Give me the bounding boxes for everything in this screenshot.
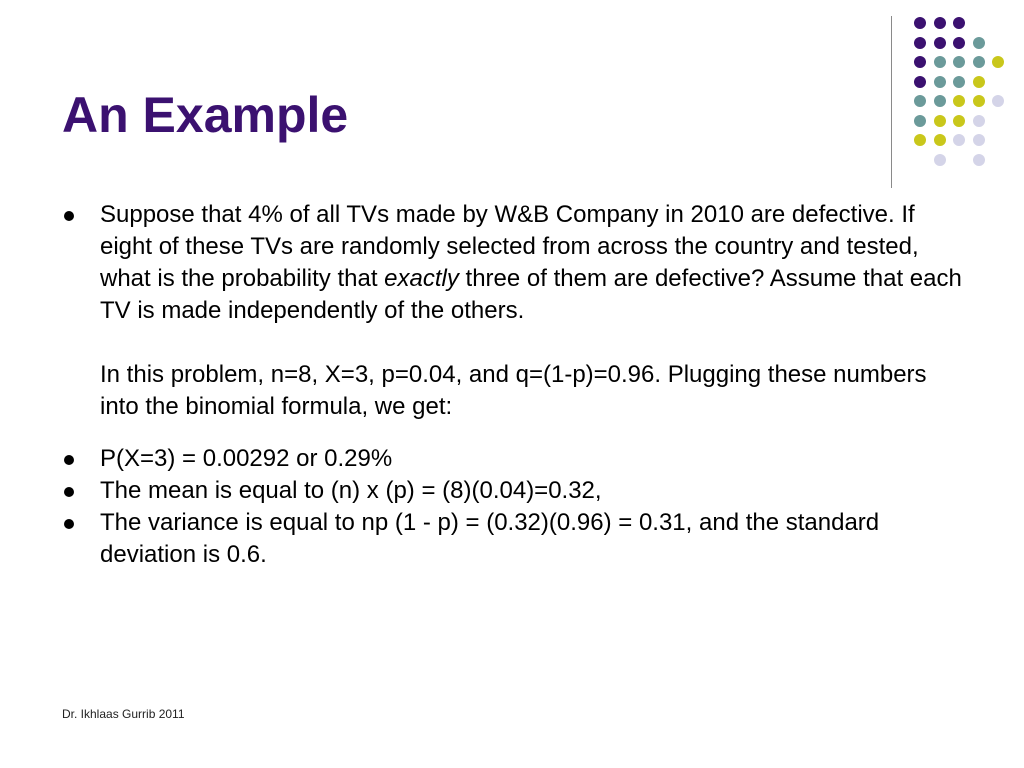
decor-dot <box>992 56 1004 68</box>
decor-dot <box>914 95 926 107</box>
decor-dot <box>934 154 946 166</box>
title-divider-line <box>891 16 892 188</box>
decor-dot <box>914 37 926 49</box>
decor-dot <box>973 76 985 88</box>
decor-dot <box>934 56 946 68</box>
bullet-icon <box>64 487 74 497</box>
decor-dot <box>953 134 965 146</box>
decor-dot <box>953 17 965 29</box>
decor-dot <box>973 95 985 107</box>
decor-dot <box>953 76 965 88</box>
footer-author: Dr. Ikhlaas Gurrib 2011 <box>62 707 185 721</box>
decor-dot <box>953 37 965 49</box>
bullet-icon <box>64 211 74 221</box>
decor-dot <box>914 115 926 127</box>
decor-dot <box>973 37 985 49</box>
decor-dot <box>934 76 946 88</box>
bullet-probability-result: P(X=3) = 0.00292 or 0.29% <box>62 443 962 475</box>
decor-dot <box>953 95 965 107</box>
decor-dot <box>973 115 985 127</box>
bullet-problem <box>62 199 962 423</box>
slide-title: An Example <box>62 87 349 143</box>
decor-dot <box>934 17 946 29</box>
decor-dot <box>934 134 946 146</box>
decor-dot <box>973 134 985 146</box>
decor-dot <box>934 115 946 127</box>
problem-setup: In this problem, n=8, X=3, p=0.04, and q=(1-p)=0.96. Plugging these numbers into the binomial formula, we get: <box>100 361 927 420</box>
decor-dot <box>953 56 965 68</box>
emphasis-exactly: exactly <box>384 265 459 292</box>
decor-dot <box>953 115 965 127</box>
decor-dot <box>914 76 926 88</box>
decor-dot <box>992 95 1004 107</box>
bullet-mean: The mean is equal to (n) x (p) = (8)(0.04)=0.32, <box>62 475 962 507</box>
decor-dot <box>973 154 985 166</box>
decor-dot <box>973 56 985 68</box>
decor-dot <box>934 95 946 107</box>
bullet-icon <box>64 519 74 529</box>
decor-dot <box>914 17 926 29</box>
decor-dot <box>914 56 926 68</box>
slide-body <box>62 199 962 571</box>
bullet-variance: The variance is equal to np (1 - p) = (0.32)(0.96) = 0.31, and the standard deviation is 0.6. <box>62 507 962 571</box>
bullet-icon <box>64 455 74 465</box>
decor-dot <box>914 134 926 146</box>
decor-dot <box>934 37 946 49</box>
problem-statement: Suppose that 4% of all TVs made by W&B Company in 2010 are defective. If eight of these TVs are randomly selected from across the country and tested, what is the probability that exactly three of them are defective? Assume that each TV is made independently of the others. <box>100 201 962 324</box>
